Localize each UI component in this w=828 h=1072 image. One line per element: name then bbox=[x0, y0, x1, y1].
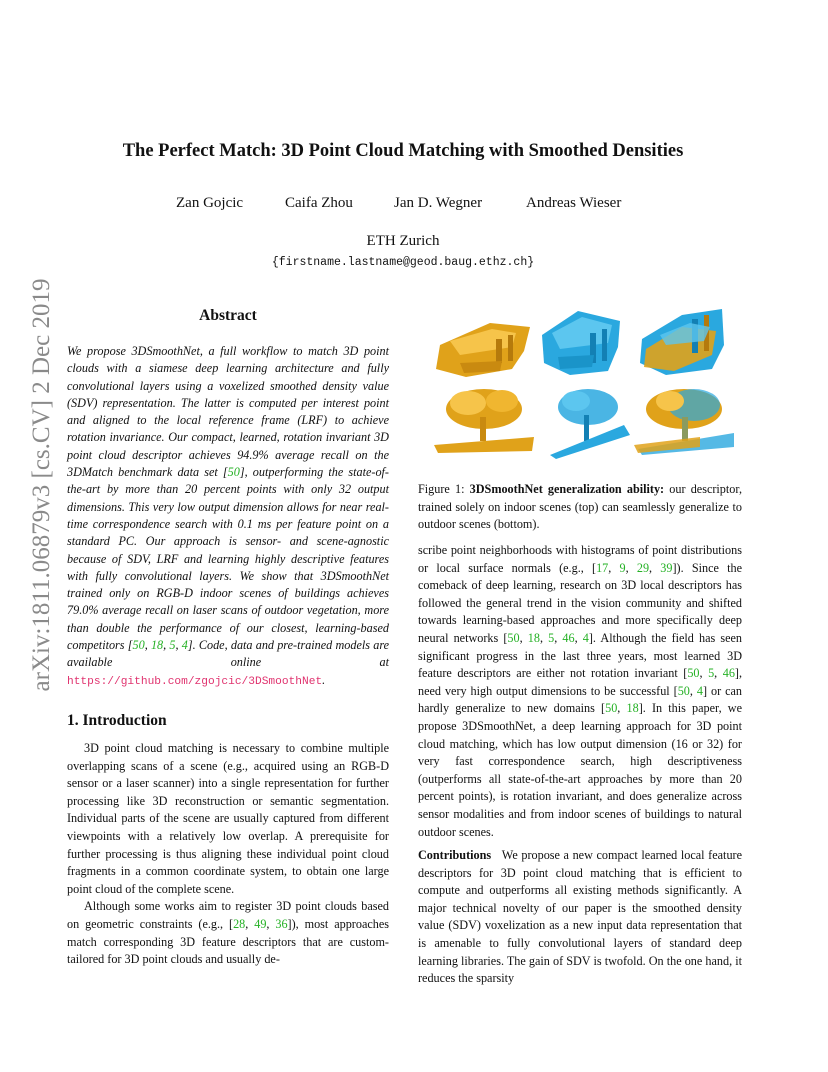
citation-link[interactable]: 39 bbox=[660, 560, 673, 575]
author-name: Zan Gojcic bbox=[176, 195, 244, 211]
figure-1 bbox=[420, 305, 740, 465]
code-url-link[interactable]: https://github.com/zgojcic/3DSmoothNet bbox=[67, 675, 323, 688]
paragraph-text: ] or can hardly generalize to new domains [ bbox=[418, 683, 742, 716]
abstract-text: ]. Code, data and pre-trained models are available online at bbox=[67, 638, 390, 670]
author-name: Jan D. Wegner bbox=[394, 195, 483, 211]
paper-title: The Perfect Match: 3D Point Cloud Matching with Smoothed Densities bbox=[122, 141, 684, 161]
citation-link[interactable]: 4 bbox=[582, 630, 589, 645]
citation-link[interactable]: 4 bbox=[696, 683, 703, 698]
author-name: Caifa Zhou bbox=[285, 195, 353, 211]
citation-link[interactable]: 50 bbox=[227, 465, 240, 480]
paragraph-text: We propose a new compact learned local feature descriptors for 3D point cloud matching that is efficient to compute and outperforms all existing methods significantly. A major technical novelty of our paper is the smoothed density value (SDV) voxelization as a new input data representation that is amenable to fully convolutional layers of standard deep learning libraries. The gain of SDV is twofold. On the one hand, it reduces the sparsity bbox=[418, 848, 743, 986]
arxiv-stamp bbox=[22, 278, 62, 692]
paragraph-text: scribe point neighborhoods with histograms of point distributions or local surface normals (e.g., [ bbox=[418, 543, 742, 575]
author-name: Andreas Wieser bbox=[526, 195, 622, 211]
abstract-text: ], outperforming the state-of-the-art by more than 20 percent points with only 32 output dimensions. This very low output dimension allows for near real-time correspondence search with 0.1 ms per feature point on a standard PC. Our approach is sensor- and scene-agnostic because of SDV, LRF and learning highly descriptive features with fully convolutional layers. We show that 3DSmoothNet trained only on RGB-D indoor scenes of buildings achieves 79.0% average recall on laser scans of outdoor vegetation, more than double the performance of our closest, learning-based competitors [ bbox=[67, 465, 389, 653]
citation-link[interactable]: 49 bbox=[254, 916, 267, 931]
citation-link[interactable]: 17 bbox=[596, 560, 609, 575]
caption-text: our descriptor, trained solely on indoor scenes (top) can seamlessly generalize to outdoor scenes (bottom). bbox=[418, 482, 742, 532]
citation-link[interactable]: 9 bbox=[619, 560, 626, 575]
abstract-text: . bbox=[322, 672, 326, 687]
citation-link[interactable]: 50 bbox=[605, 701, 618, 716]
citation-link[interactable]: 46 bbox=[722, 666, 735, 681]
paragraph: 3D point cloud matching is necessary to combine multiple overlapping scans of a scene (e.g., acquired using an RGB-D sensor or a laser scanner) into a single representation for further processing like 3D reconstruction or semantic segmentation. Individual parts of the scene are usually captured from different viewpoints with a relatively low overlap. A prerequisite for further processing is thus aligning these individual point cloud fragments in a common coordinate system, to obtain one large point cloud of the complete scene. bbox=[67, 741, 389, 896]
citation-link[interactable]: 5 bbox=[169, 638, 176, 653]
arxiv-stamp-text: arXiv:1811.06879v3 [cs.CV] 2 Dec 2019 bbox=[28, 278, 55, 692]
outdoor-registered-scan bbox=[634, 389, 734, 455]
citation-link[interactable]: 50 bbox=[677, 683, 690, 698]
citation-link[interactable]: 5 bbox=[708, 666, 715, 681]
abstract-text: We propose 3DSmoothNet, a full workflow to match 3D point clouds with a siamese deep learning architecture and fully convolutional layers using a voxelized smoothed density value (SDV) representation. The latter is computed per interest point and aligned to the local reference frame (LRF) to achieve rotation invariance. Our compact, learned, rotation invariant 3D point cloud descriptor achieves 94.9% average recall on the 3DMatch benchmark data set [ bbox=[67, 344, 389, 480]
paragraph-text: ]). Since the comeback of deep learning, research on 3D local descriptors has followed the general trend in the vision community and shifted towards learning-based approaches and more specifically deep neural networks [ bbox=[418, 560, 743, 645]
citation-link[interactable]: 50 bbox=[687, 666, 700, 681]
caption-label: Figure 1: bbox=[418, 482, 470, 496]
section-heading: 1. Introduction bbox=[67, 712, 167, 729]
figure-1-caption bbox=[418, 481, 742, 534]
citation-link[interactable]: 50 bbox=[507, 630, 520, 645]
author-email: {firstname.lastname@geod.baug.ethz.ch} bbox=[271, 256, 535, 269]
figure-1-image bbox=[420, 305, 740, 465]
paragraph-text: ], need very high output dimensions to be successful [ bbox=[418, 666, 743, 698]
citation-link[interactable]: 46 bbox=[562, 630, 575, 645]
caption-title: 3DSmoothNet generalization ability: bbox=[469, 482, 665, 496]
citation-link[interactable]: 4 bbox=[181, 638, 188, 653]
paragraph-text: ]. In this paper, we propose 3DSmoothNet, a deep learning approach for 3D point cloud matching, which has low output dimension (16 or 32) for very fast correspondence search, high descriptiveness (outperforms all state-of-the-art approaches by more than 20 percent points), is rotation invariant, and does generalize across sensor modalities and from indoor scenes of buildings to natural outdoor scenes. bbox=[418, 701, 743, 839]
citation-link[interactable]: 18 bbox=[150, 638, 164, 653]
abstract-body: We propose 3DSmoothNet, a full workflow to match 3D point clouds with a siamese deep learning architecture and fully convolutional layers using a voxelized smoothed density value (SDV) representation. The latter is computed per interest point and aligned to the local reference frame (LRF) to achieve rotation invariance. Our compact, learned, rotation invariant 3D point cloud descriptor achieves 94.9% average recall on the 3DMatch benchmark data set [50], outperforming the state-of-the-art by more than 20 percent points with only 32 output dimensions. This very low output dimension allows for near real-time correspondence search with 0.1 ms per feature point on a standard PC. Our approach is sensor- and scene-agnostic because of SDV, LRF and learning highly descriptive features with fully convolutional layers. We show that 3DSmoothNet trained only on RGB-D indoor scenes of buildings achieves 79.0% average recall on laser scans of outdoor vegetation, more than double the performance of our closest, learning-based competitors [50, 18, 5, 4]. Code, data and pre-trained models are available online at https://github.com/zgojcic/3DSmoothNet. bbox=[67, 344, 390, 688]
paragraph-text: ]. Although the field has seen significant progress in the last three years, most learned 3D feature descriptors are either not rotation invariant [ bbox=[418, 630, 743, 681]
introduction-body bbox=[67, 740, 389, 969]
paragraph: Although some works aim to register 3D point clouds based on geometric constraints (e.g., [28, 49, 36]), most approaches match corresponding 3D feature descriptors that are custom-tailored for 3D point clouds and usually de- bbox=[67, 899, 390, 967]
indoor-source-scan bbox=[436, 323, 530, 377]
paragraph: scribe point neighborhoods with histograms of point distributions or local surface normals (e.g., [17, 9, 29, 39]). Since the comeback of deep learning, research on 3D local descriptors has followed the general trend in the vision community and shifted towards learning-based approaches and more specifically deep neural networks [50, 18, 5, 46, 4]. Although the field has seen significant progress in the last three years, most learned 3D feature descriptors are either not rotation invariant [50, 5, 46], need very high output dimensions to be successful [50, 4] or can hardly generalize to new domains [50, 18]. In this paper, we propose 3DSmoothNet, a deep learning approach for 3D point cloud matching, which has low output dimension (16 or 32) for very fast correspondence search, high descriptiveness (outperforms all state-of-the-art approaches by more than 20 percent points), is rotation invariant, and does generalize across sensor modalities and from indoor scenes of buildings to natural outdoor scenes. bbox=[418, 543, 743, 839]
affiliation: ETH Zurich bbox=[366, 233, 440, 249]
outdoor-source-scan bbox=[434, 389, 534, 453]
right-column-body bbox=[418, 542, 742, 988]
citation-link[interactable]: 18 bbox=[626, 701, 639, 716]
paragraph bbox=[418, 847, 742, 988]
indoor-target-scan bbox=[542, 311, 620, 375]
paragraph-text: Although some works aim to register 3D point clouds based on geometric constraints (e.g., [ bbox=[67, 899, 389, 931]
citation-link[interactable]: 28 bbox=[233, 916, 246, 931]
indoor-registered-scan bbox=[640, 309, 724, 375]
citation-link[interactable]: 36 bbox=[275, 916, 288, 931]
citation-link[interactable]: 29 bbox=[636, 560, 650, 575]
citation-link[interactable]: 5 bbox=[548, 630, 555, 645]
citation-link[interactable]: 50 bbox=[132, 638, 145, 653]
citation-link[interactable]: 18 bbox=[527, 630, 540, 645]
author-list bbox=[176, 195, 636, 215]
contributions-heading: Contributions bbox=[418, 848, 492, 863]
abstract-heading: Abstract bbox=[199, 307, 257, 324]
paragraph-text: ]), most approaches match corresponding 3D feature descriptors that are custom-tailored for 3D point clouds and usually de- bbox=[67, 916, 390, 967]
outdoor-target-scan bbox=[550, 389, 630, 459]
